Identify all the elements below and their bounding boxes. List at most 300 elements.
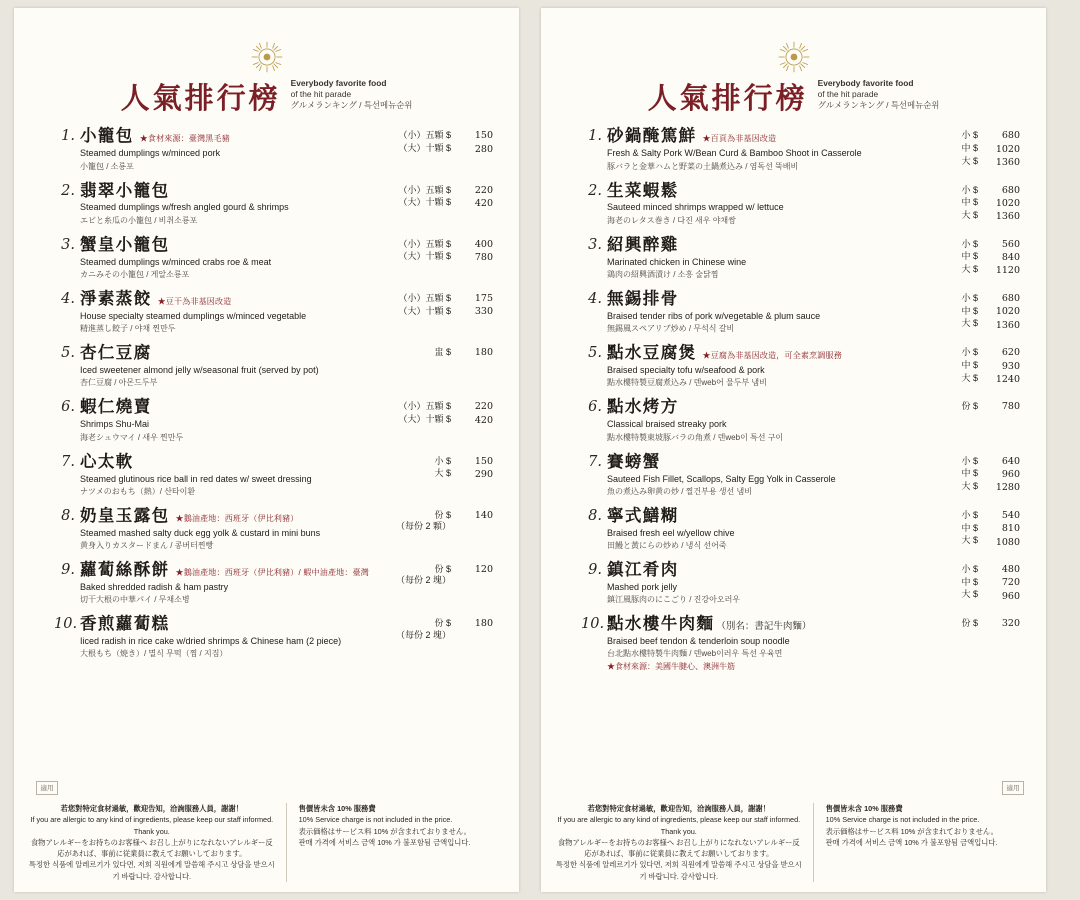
page-title: 人氣排行榜 bbox=[120, 81, 281, 116]
menu-item-english: Steamed dumplings w/fresh angled gourd & shrimps bbox=[80, 202, 289, 213]
menu-item-prices bbox=[398, 290, 493, 319]
price-value: 120 bbox=[474, 564, 493, 576]
menu-item-jp-kr: 精進蒸し餃子 / 야채 찐만두 bbox=[80, 324, 176, 334]
menu-item bbox=[40, 615, 493, 659]
menu-item-name-line bbox=[80, 127, 390, 146]
menu-item-jp-kr: エビと糸瓜の小籠包 / 비취소룡포 bbox=[80, 215, 198, 225]
price-values bbox=[459, 401, 493, 427]
menu-item-list-2 bbox=[567, 127, 1020, 672]
price-values bbox=[459, 618, 493, 641]
service-line-4: 판매 가격에 서비스 금액 10% 가 불포함됨 금액입니다. bbox=[825, 837, 998, 847]
price-value: 1360 bbox=[995, 156, 1020, 168]
menu-item-prices bbox=[961, 561, 1020, 603]
allergy-line-3: 食物アレルギーをお持ちのお客様へ お召し上がりになれないアレルギー反応があれば、事前に従業員に教えてお願いしております。 bbox=[30, 837, 273, 859]
price-values bbox=[459, 185, 493, 211]
menu-item bbox=[567, 127, 1020, 171]
price-size-label: （大）十顆 $ bbox=[398, 414, 451, 425]
price-values bbox=[459, 347, 493, 359]
price-value: 810 bbox=[1001, 523, 1020, 535]
price-values bbox=[986, 510, 1020, 549]
menu-item bbox=[40, 290, 493, 334]
menu-item-jp-kr: 黄身入りカスタードまん / 콩버터찐빵 bbox=[80, 541, 214, 551]
menu-item-name-line bbox=[80, 290, 390, 309]
page-subtitle bbox=[818, 78, 940, 113]
menu-item-name: 鎮江肴肉 bbox=[607, 560, 679, 580]
menu-item-prices bbox=[961, 507, 1020, 549]
price-size-label: （小）五顆 $ bbox=[398, 292, 451, 303]
price-value: 680 bbox=[1001, 184, 1020, 196]
menu-item bbox=[567, 182, 1020, 226]
service-line-2: 10% Service charge is not included in the price. bbox=[298, 815, 453, 825]
menu-item-english: Braised fresh eel w/yellow chive bbox=[607, 527, 735, 538]
allergy-notice bbox=[555, 803, 803, 882]
price-value: 320 bbox=[1001, 618, 1020, 630]
price-value: 720 bbox=[1001, 577, 1020, 589]
menu-item-name: 寧式鱔糊 bbox=[607, 505, 679, 525]
menu-item-ingredient-note: ★百頁為非基因改造 bbox=[702, 134, 777, 144]
menu-item-prices bbox=[961, 344, 1020, 386]
price-size-label: 份 $ bbox=[961, 401, 978, 412]
page-subtitle bbox=[291, 78, 413, 113]
menu-item-english: Steamed glutinous rice ball in red dates w/ sweet dressing bbox=[80, 473, 312, 484]
menu-item bbox=[40, 561, 493, 605]
menu-item-body bbox=[80, 290, 390, 334]
menu-item-prices bbox=[961, 615, 1020, 630]
menu-item-jp-kr: 小籠包 / 소룡포 bbox=[80, 161, 134, 171]
price-size-labels bbox=[434, 347, 451, 359]
price-value: 1360 bbox=[995, 211, 1020, 223]
menu-item bbox=[40, 507, 493, 551]
menu-item-body bbox=[607, 236, 953, 280]
menu-item-rank: 7. bbox=[588, 453, 602, 470]
menu-item-english: Baked shredded radish & ham pastry bbox=[80, 582, 229, 592]
price-value: 1080 bbox=[995, 536, 1020, 548]
menu-item-name: 心太軟 bbox=[80, 451, 134, 471]
menu-item bbox=[567, 344, 1020, 388]
price-value: 180 bbox=[474, 347, 493, 359]
price-size-label: （小）五顆 $ bbox=[398, 401, 451, 412]
menu-item-rank: 8. bbox=[588, 507, 602, 524]
price-size-label: 大 $ bbox=[961, 372, 978, 383]
price-size-label: （大）十顆 $ bbox=[398, 142, 451, 153]
price-size-labels bbox=[961, 510, 978, 549]
menu-item-name: 生菜蝦鬆 bbox=[607, 180, 679, 200]
sun-burst-icon bbox=[777, 40, 811, 74]
menu-item-english: Sauteed Fish Fillet, Scallops, Salty Egg Yolk in Casserole bbox=[607, 473, 836, 484]
page-footer-2 bbox=[541, 803, 1046, 892]
price-size-label: 大 $ bbox=[434, 468, 451, 479]
subtitle-line-2: of the hit parade bbox=[290, 89, 352, 100]
price-size-label: 大 $ bbox=[961, 209, 978, 220]
menu-item bbox=[567, 561, 1020, 605]
menu-item-rank: 1. bbox=[61, 128, 75, 145]
allergy-line-2: If you are allergic to any kind of ingredients, please keep our staff informed. Thank you. bbox=[557, 815, 801, 836]
menu-item-english: Fresh & Salty Pork W/Bean Curd & Bamboo Shoot in Casserole bbox=[607, 148, 862, 159]
menu-item-rank: 4. bbox=[588, 290, 602, 307]
menu-item-prices bbox=[961, 290, 1020, 332]
allergy-line-3: 食物アレルギーをお持ちのお客様へ お召し上がりになれないアレルギー反応があれば、事前に従業員に教えてお願いしております。 bbox=[557, 837, 800, 859]
price-size-labels bbox=[961, 564, 978, 603]
price-value: 1020 bbox=[995, 306, 1020, 318]
service-line-2: 10% Service charge is not included in the price. bbox=[825, 815, 980, 825]
menu-item-prices bbox=[396, 507, 493, 533]
price-size-labels bbox=[434, 456, 451, 482]
service-charge-notice bbox=[286, 803, 505, 882]
price-size-label: 小 $ bbox=[961, 238, 978, 249]
price-values bbox=[459, 293, 493, 319]
menu-item-body bbox=[80, 561, 388, 605]
price-size-labels bbox=[961, 130, 978, 169]
menu-item bbox=[40, 398, 493, 442]
price-value: 560 bbox=[1001, 238, 1020, 250]
menu-item-name: 蝦仁燒賣 bbox=[80, 397, 152, 417]
menu-item-name-line bbox=[80, 236, 390, 255]
menu-item-rank: 2. bbox=[588, 182, 602, 199]
price-size-labels bbox=[961, 401, 978, 413]
menu-item-name-line bbox=[607, 182, 953, 201]
price-values bbox=[986, 401, 1020, 413]
price-size-labels bbox=[961, 185, 978, 224]
price-value: 420 bbox=[474, 197, 493, 209]
menu-item-jp-kr: 點水樓特製豆腐煮込み / 덴web어 물두부 냄비 bbox=[607, 378, 767, 388]
menu-item-english: Marinated chicken in Chinese wine bbox=[607, 256, 747, 267]
menu-item-name-line bbox=[607, 507, 953, 526]
menu-item-body bbox=[607, 507, 953, 551]
subtitle-line-3: グルメランキング / 특선메뉴순위 bbox=[817, 100, 940, 111]
menu-item-name-line bbox=[607, 290, 953, 309]
price-size-label: （大）十顆 $ bbox=[398, 197, 451, 208]
page-footer-1 bbox=[14, 803, 519, 892]
menu-item-name-line bbox=[607, 453, 953, 472]
menu-item-name: 奶皇玉露包 bbox=[80, 505, 170, 525]
price-values bbox=[986, 618, 1020, 630]
allergy-line-1: 若您對特定食材過敏，歡迎告知，洽詢服務人員，謝謝！ bbox=[60, 803, 243, 813]
price-size-labels bbox=[398, 401, 451, 427]
menu-item-rank: 4. bbox=[61, 290, 75, 307]
menu-item-list-1 bbox=[40, 127, 493, 659]
menu-item-name: 點水樓牛肉麵 bbox=[607, 614, 715, 634]
menu-item-ingredient-note: ★食材來源：臺灣黑毛豬 bbox=[139, 134, 230, 144]
menu-item-rank: 3. bbox=[588, 236, 602, 253]
price-size-label: （大）十顆 $ bbox=[398, 305, 451, 316]
price-size-label: 大 $ bbox=[961, 264, 978, 275]
menu-item-body bbox=[80, 398, 390, 442]
menu-item-jp-kr: 豚バラと金華ハムと野菜の土鍋煮込み / 염독선 뚝배비 bbox=[607, 161, 799, 171]
price-size-label: 大 $ bbox=[961, 155, 978, 166]
price-values bbox=[459, 130, 493, 156]
menu-item-body bbox=[80, 127, 390, 171]
price-size-label: 中 $ bbox=[961, 522, 978, 533]
menu-item-rank: 9. bbox=[61, 562, 75, 579]
menu-item-english: Shrimps Shu-Mai bbox=[80, 419, 150, 430]
menu-item-name-line bbox=[80, 561, 388, 580]
menu-item-rank: 8. bbox=[61, 507, 75, 524]
price-value: 480 bbox=[1001, 564, 1020, 576]
menu-item bbox=[567, 236, 1020, 280]
price-values bbox=[986, 130, 1020, 169]
price-value: 960 bbox=[1001, 590, 1020, 602]
allergy-line-2: If you are allergic to any kind of ingredients, please keep our staff informed. Thank you. bbox=[30, 815, 274, 836]
price-value: 175 bbox=[474, 292, 493, 304]
price-size-label: 小 $ bbox=[961, 347, 978, 358]
service-line-3: 表示価格はサービス料 10% が含まれておりません。 bbox=[825, 826, 998, 836]
menu-item-jp-kr: 海老のレタス巻き / 다진 새우 야채쌈 bbox=[607, 215, 736, 225]
price-size-labels bbox=[961, 456, 978, 495]
price-value: 150 bbox=[474, 130, 493, 142]
menu-item-prices bbox=[396, 615, 493, 641]
menu-item-prices bbox=[398, 236, 493, 265]
menu-item-name: 紹興醉雞 bbox=[607, 234, 679, 254]
price-value: 1280 bbox=[995, 482, 1020, 494]
menu-item-ingredient-note: ★豆腐為非基因改造，可全素烹調服務 bbox=[702, 351, 842, 361]
menu-item-prices bbox=[961, 127, 1020, 169]
service-line-4: 판매 가격에 서비스 금액 10% 가 불포함됨 금액입니다. bbox=[298, 837, 471, 847]
menu-item-body bbox=[607, 344, 953, 388]
menu-item-english: Steamed dumplings w/minced crabs roe & meat bbox=[80, 256, 272, 267]
price-value: 220 bbox=[474, 401, 493, 413]
price-size-label: 中 $ bbox=[961, 576, 978, 587]
menu-item-jp-kr: 杏仁豆腐 / 아몬드두부 bbox=[80, 378, 158, 388]
menu-item-body bbox=[80, 344, 426, 388]
menu-item-body bbox=[80, 453, 426, 497]
menu-item-jp-kr: 鎮江風豚肉のにこごり / 진강아오러우 bbox=[607, 595, 741, 605]
menu-item-english: Braised beef tendon & tenderloin soup noodle bbox=[607, 636, 790, 647]
price-size-labels bbox=[961, 347, 978, 386]
menu-item-prices bbox=[398, 182, 493, 211]
menu-item-name: 小籠包 bbox=[80, 126, 134, 146]
menu-item-rank: 3. bbox=[61, 236, 75, 253]
menu-item-ingredient-note: ★豆干為非基因改造 bbox=[157, 296, 232, 306]
menu-page-1 bbox=[14, 8, 519, 892]
menu-item-rank: 2. bbox=[61, 182, 75, 199]
menu-item-body bbox=[80, 236, 390, 280]
price-value: 180 bbox=[474, 618, 493, 630]
menu-item-jp-kr: 台北點水樓特製牛肉麵 / 덴web이러우 특선 우육면 bbox=[607, 649, 783, 659]
price-value: 1020 bbox=[995, 143, 1020, 155]
price-size-labels bbox=[961, 239, 978, 278]
menu-item-jp-kr: 大根もち（焼き）/ 멸식 무떡（찜 / 지짐） bbox=[80, 649, 228, 659]
menu-item-body bbox=[80, 182, 390, 226]
price-values bbox=[986, 239, 1020, 278]
menu-item-jp-kr: 海老シュウマイ / 새우 찐만두 bbox=[80, 432, 184, 442]
menu-item bbox=[567, 453, 1020, 497]
price-values bbox=[986, 347, 1020, 386]
price-size-label: 小 $ bbox=[961, 292, 978, 303]
price-size-label: 中 $ bbox=[961, 142, 978, 153]
price-value: 400 bbox=[474, 238, 493, 250]
price-value: 140 bbox=[474, 509, 493, 521]
menu-item-prices bbox=[961, 453, 1020, 495]
price-value: 1360 bbox=[995, 319, 1020, 331]
menu-item-portion-label: 份 $ （每份 2 顆） bbox=[395, 509, 451, 532]
menu-item-name-line bbox=[80, 344, 426, 363]
price-value: 780 bbox=[474, 252, 493, 264]
menu-item-body bbox=[607, 453, 953, 497]
price-value: 220 bbox=[474, 184, 493, 196]
price-size-labels bbox=[398, 185, 451, 211]
menu-item-name: 淨素蒸餃 bbox=[80, 288, 152, 308]
menu-item-rank: 5. bbox=[588, 345, 602, 362]
menu-item-name: 砂鍋醃篤鮮 bbox=[607, 126, 697, 146]
price-value: 620 bbox=[1001, 347, 1020, 359]
menu-item-rank: 5. bbox=[61, 345, 75, 362]
menu-item-rank: 1. bbox=[588, 128, 602, 145]
menu-item bbox=[40, 344, 493, 388]
price-size-label: 中 $ bbox=[961, 251, 978, 262]
price-value: 840 bbox=[1001, 252, 1020, 264]
menu-item-prices bbox=[398, 398, 493, 427]
price-value: 280 bbox=[474, 143, 493, 155]
menu-item-source-note: ★食材來源：美國牛腱心、澳洲牛筋 bbox=[607, 662, 735, 672]
price-size-labels bbox=[961, 293, 978, 332]
price-size-label: 中 $ bbox=[961, 305, 978, 316]
menu-item-name-line bbox=[607, 615, 953, 634]
menu-item-prices bbox=[396, 561, 493, 587]
price-value: 680 bbox=[1001, 130, 1020, 142]
menu-item-body bbox=[607, 290, 953, 334]
price-value: 330 bbox=[474, 306, 493, 318]
menu-item-ingredient-note: ★鵝油產地：西班牙（伊比利豬） bbox=[175, 513, 299, 523]
menu-item bbox=[40, 127, 493, 171]
price-values bbox=[459, 239, 493, 265]
price-size-labels bbox=[398, 239, 451, 265]
seal-stamp: 適用 bbox=[36, 781, 58, 795]
price-size-label: 盅 $ bbox=[434, 347, 451, 358]
menu-item-jp-kr: 點水樓特製東坡豚バラの角煮 / 덴web이 특선 구이 bbox=[607, 432, 784, 442]
subtitle-line-1: Everybody favorite food bbox=[817, 78, 914, 88]
price-size-label: 大 $ bbox=[961, 589, 978, 600]
menu-item-prices bbox=[961, 182, 1020, 224]
price-size-label: 中 $ bbox=[961, 468, 978, 479]
price-value: 640 bbox=[1001, 455, 1020, 467]
price-size-label: 小 $ bbox=[961, 184, 978, 195]
menu-item-body bbox=[607, 615, 953, 672]
menu-item-name-line bbox=[607, 344, 953, 363]
allergy-notice bbox=[28, 803, 276, 882]
menu-item-portion-label: 份 $ （每份 2 塊） bbox=[395, 564, 451, 586]
price-size-label: 中 $ bbox=[961, 359, 978, 370]
price-size-label: 大 $ bbox=[961, 535, 978, 546]
price-size-labels bbox=[961, 618, 978, 630]
price-value: 150 bbox=[474, 455, 493, 467]
menu-page-2 bbox=[541, 8, 1046, 892]
price-value: 1020 bbox=[995, 197, 1020, 209]
menu-item-name-line bbox=[80, 182, 390, 201]
price-size-labels bbox=[398, 293, 451, 319]
menu-item-prices bbox=[961, 398, 1020, 413]
allergy-line-4: 특정한 식품에 알레르기가 있다면, 저희 직원에게 말씀해 주시고 상담을 받으시기 바랍니다. 감사합니다. bbox=[555, 860, 802, 881]
sun-burst-icon bbox=[250, 40, 284, 74]
menu-item-body bbox=[80, 507, 388, 551]
menu-item-name-line bbox=[80, 453, 426, 472]
seal-stamp: 適用 bbox=[1002, 781, 1024, 795]
menu-item-english: Steamed dumplings w/minced pork bbox=[80, 148, 221, 159]
menu-item-jp-kr: 鶏肉の紹興酒漬け / 소흥 술닭찜 bbox=[607, 269, 719, 279]
menu-item-english: Mashed pork jelly bbox=[607, 582, 678, 592]
menu-item-name-line bbox=[607, 236, 953, 255]
price-size-label: 大 $ bbox=[961, 318, 978, 329]
menu-item-name-line bbox=[607, 398, 953, 417]
menu-item-jp-kr: 無錫風スペアリブ炒め / 무석식 갈비 bbox=[607, 324, 735, 334]
price-value: 290 bbox=[474, 468, 493, 480]
menu-item bbox=[567, 615, 1020, 672]
price-size-label: （小）五顆 $ bbox=[398, 238, 451, 249]
price-size-label: 小 $ bbox=[961, 455, 978, 466]
price-size-label: （大）十顆 $ bbox=[398, 251, 451, 262]
menu-item-english: Sauteed minced shrimps wrapped w/ lettuce bbox=[607, 202, 784, 213]
menu-item bbox=[567, 290, 1020, 334]
price-value: 680 bbox=[1001, 292, 1020, 304]
menu-item-prices bbox=[961, 236, 1020, 278]
menu-item-rank: 10. bbox=[581, 616, 605, 633]
menu-item-name-line bbox=[607, 127, 953, 146]
menu-item-name: 賽螃蟹 bbox=[607, 451, 661, 471]
price-values bbox=[459, 564, 493, 587]
price-size-label: 小 $ bbox=[961, 130, 978, 141]
menu-item-alt-name: （別名：書記牛肉麵） bbox=[716, 621, 812, 633]
menu-item-jp-kr: 田鰻と黃にらの炒め / 냉식 선어죽 bbox=[607, 541, 727, 551]
menu-item-name: 點水豆腐煲 bbox=[607, 343, 697, 363]
menu-item-jp-kr: ナツメのおもち（熱）/ 산타이환 bbox=[80, 486, 196, 496]
price-values bbox=[986, 456, 1020, 495]
menu-item-jp-kr: カニみその小籠包 / 게알소룡포 bbox=[80, 269, 190, 279]
price-value: 1120 bbox=[995, 265, 1020, 277]
menu-item-name: 翡翠小籠包 bbox=[80, 180, 170, 200]
menu-item-english: Braised tender ribs of pork w/vegetable & plum sauce bbox=[607, 310, 821, 321]
price-value: 960 bbox=[1001, 468, 1020, 480]
menu-item-english: House specialty steamed dumplings w/minced vegetable bbox=[80, 310, 307, 321]
service-charge-notice bbox=[813, 803, 1032, 882]
price-value: 420 bbox=[474, 414, 493, 426]
service-line-1: 售價皆未含 10% 服務費 bbox=[825, 803, 903, 813]
service-line-1: 售價皆未含 10% 服務費 bbox=[298, 803, 376, 813]
price-size-label: 小 $ bbox=[961, 509, 978, 520]
menu-item-english: Iiced radish in rice cake w/dried shrimps & Chinese ham (2 piece) bbox=[80, 636, 342, 647]
menu-item-name-line bbox=[80, 507, 388, 526]
menu-item-body bbox=[80, 615, 388, 659]
menu-item-prices bbox=[398, 127, 493, 156]
price-values bbox=[459, 510, 493, 533]
menu-item-name: 香煎蘿蔔糕 bbox=[80, 614, 170, 634]
menu-item-english: Classical braised streaky pork bbox=[607, 419, 727, 430]
menu-item bbox=[40, 453, 493, 497]
menu-item-prices bbox=[434, 453, 493, 482]
menu-item-name-line bbox=[80, 398, 390, 417]
menu-item-english: Steamed mashed salty duck egg yolk & custard in mini buns bbox=[80, 527, 321, 538]
menu-item-rank: 7. bbox=[61, 453, 75, 470]
price-size-labels bbox=[398, 130, 451, 156]
menu-item-name-line bbox=[607, 561, 953, 580]
page-title: 人氣排行榜 bbox=[647, 81, 808, 116]
menu-title-block bbox=[40, 78, 493, 116]
price-value: 540 bbox=[1001, 509, 1020, 521]
menu-item-name: 杏仁豆腐 bbox=[80, 343, 152, 363]
menu-item-body bbox=[607, 561, 953, 605]
menu-item-rank: 10. bbox=[54, 616, 78, 633]
service-line-3: 表示価格はサービス料 10% が含まれておりません。 bbox=[298, 826, 471, 836]
menu-item-ingredient-note: ★鵝油產地：西班牙（伊比利豬）/ 蝦中油產地：臺灣 bbox=[175, 568, 369, 578]
menu-item-rank: 9. bbox=[588, 562, 602, 579]
menu-item bbox=[567, 398, 1020, 442]
menu-item-rank: 6. bbox=[588, 399, 602, 416]
menu-item-name: 蟹皇小籠包 bbox=[80, 234, 170, 254]
menu-item-name: 無錫排骨 bbox=[607, 288, 679, 308]
price-value: 930 bbox=[1001, 360, 1020, 372]
allergy-line-4: 특정한 식품에 알레르기가 있다면, 저희 직원에게 말씀해 주시고 상담을 받으시기 바랍니다. 감사합니다. bbox=[28, 860, 275, 881]
menu-item-prices bbox=[434, 344, 493, 359]
menu-item-name: 蘿蔔絲酥餅 bbox=[80, 560, 170, 580]
menu-item-english: Iced sweetener almond jelly w/seasonal fruit (served by pot) bbox=[80, 365, 319, 376]
